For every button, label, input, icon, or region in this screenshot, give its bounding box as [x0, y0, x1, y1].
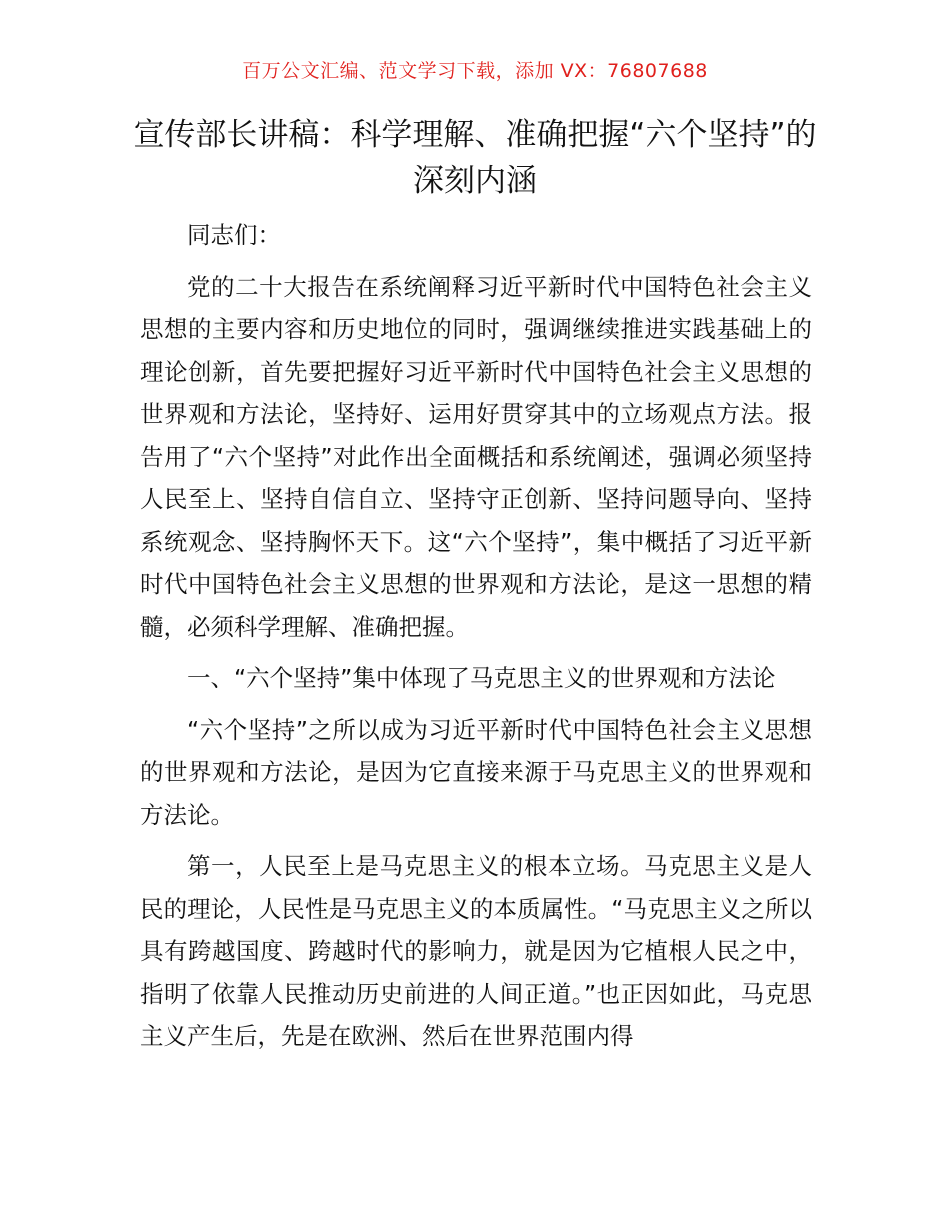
point-one-paragraph: 第一，人民至上是马克思主义的根本立场。马克思主义是人民的理论，人民性是马克思主义的本质属性。“马克思主义之所以具有跨越国度、跨越时代的影响力，就是因为它植根人民之中，指明了依靠人民推动历史前进的人间正道。”也正因如此，马克思主义产生后，先是在欧洲、然后在世界范围内得 — [140, 852, 812, 1050]
salutation-paragraph: 同志们： — [187, 221, 281, 249]
document-title: 宣传部长讲稿：科学理解、准确把握“六个坚持”的深刻内涵 — [133, 117, 817, 199]
section-heading-one: 一、“六个坚持”集中体现了马克思主义的世界观和方法论 — [187, 664, 776, 692]
header-contact-note: 百万公文汇编、范文学习下载，添加 VX：76807688 — [242, 60, 708, 82]
intro-paragraph: 党的二十大报告在系统阐释习近平新时代中国特色社会主义思想的主要内容和历史地位的同时，强调继续推进实践基础上的理论创新，首先要把握好习近平新时代中国特色社会主义思想的世界观和方法论，坚持好、运用好贯穿其中的立场观点方法。报告用了“六个坚持”对此作出全面概括和系统阐述，强调必须坚持人民至上、坚持自信自立、坚持守正创新、坚持问题导向、坚持系统观念、坚持胸怀天下。这“六个坚持”，集中概括了习近平新时代中国特色社会主义思想的世界观和方法论，是这一思想的精髓，必须科学理解、准确把握。 — [140, 272, 812, 641]
section-one-paragraph: “六个坚持”之所以成为习近平新时代中国特色社会主义思想的世界观和方法论，是因为它直接来源于马克思主义的世界观和方法论。 — [140, 715, 812, 829]
document-body — [140, 214, 812, 1067]
